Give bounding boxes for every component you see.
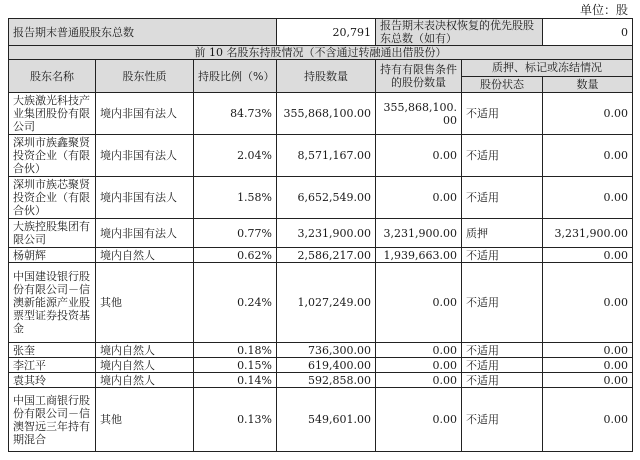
table-row [9,135,633,177]
cell-qty: 3,231,900.00 [543,219,633,248]
cell-nature: 境内自然人 [96,358,194,373]
cell-restricted: 3,231,900.00 [376,219,462,248]
cell-status: 不适用 [462,93,543,135]
section-title: 前 10 名股东持股情况（不含通过转融通出借股份） [9,46,633,60]
shareholder-table [8,18,633,452]
cell-shares: 619,400.00 [277,358,376,373]
table-row [9,93,633,135]
cell-shares: 1,027,249.00 [277,263,376,343]
cell-name: 李江平 [9,358,96,373]
cell-ratio: 0.13% [194,388,277,452]
cell-qty: 0.00 [543,135,633,177]
cell-nature: 境内自然人 [96,373,194,388]
cell-shares: 6,652,549.00 [277,177,376,219]
cell-nature: 境内非国有法人 [96,93,194,135]
cell-name: 深圳市族鑫聚贤投资企业（有限合伙） [9,135,96,177]
cell-ratio: 0.18% [194,343,277,358]
cell-restricted: 0.00 [376,388,462,452]
preferred-holders-value: 0 [543,19,633,46]
cell-nature: 境内非国有法人 [96,219,194,248]
cell-status: 不适用 [462,343,543,358]
cell-status: 不适用 [462,263,543,343]
cell-restricted: 0.00 [376,358,462,373]
cell-nature: 其他 [96,263,194,343]
cell-name: 大族控股集团有限公司 [9,219,96,248]
cell-name: 张奎 [9,343,96,358]
cell-name: 袁其玲 [9,373,96,388]
cell-status: 质押 [462,219,543,248]
header-ratio: 持股比例（%） [194,60,277,93]
cell-name: 深圳市族芯聚贤投资企业（有限合伙） [9,177,96,219]
cell-restricted: 0.00 [376,343,462,358]
cell-name: 中国建设银行股份有限公司－信澳新能源产业股票型证券投资基金 [9,263,96,343]
header-pledge-group: 质押、标记或冻结情况 [462,60,633,77]
cell-qty: 0.00 [543,373,633,388]
cell-status: 不适用 [462,358,543,373]
cell-status: 不适用 [462,373,543,388]
header-shares: 持股数量 [277,60,376,93]
cell-ratio: 2.04% [194,135,277,177]
section-title-row [9,46,633,60]
cell-restricted: 0.00 [376,263,462,343]
cell-shares: 592,858.00 [277,373,376,388]
header-pledge-status: 股份状态 [462,76,543,93]
cell-nature: 境内非国有法人 [96,177,194,219]
cell-restricted: 0.00 [376,177,462,219]
cell-shares: 549,601.00 [277,388,376,452]
cell-name: 中国工商银行股份有限公司－信澳智远三年持有期混合 [9,388,96,452]
cell-nature: 境内自然人 [96,248,194,263]
cell-nature: 境内自然人 [96,343,194,358]
table-row [9,248,633,263]
table-row [9,343,633,358]
cell-name: 杨朝辉 [9,248,96,263]
preferred-holders-label: 报告期末表决权恢复的优先股股东总数（如有） [376,19,543,46]
cell-shares: 736,300.00 [277,343,376,358]
cell-qty: 0.00 [543,248,633,263]
cell-qty: 0.00 [543,343,633,358]
cell-name: 大族激光科技产业集团股份有限公司 [9,93,96,135]
table-row [9,373,633,388]
header-name: 股东名称 [9,60,96,93]
cell-restricted: 0.00 [376,135,462,177]
table-row [9,263,633,343]
common-holders-label: 报告期末普通股股东总数 [9,19,277,46]
unit-label: 单位：股 [579,3,628,17]
cell-ratio: 0.14% [194,373,277,388]
common-holders-value: 20,791 [277,19,376,46]
cell-restricted: 0.00 [376,373,462,388]
cell-shares: 2,586,217.00 [277,248,376,263]
table-row [9,177,633,219]
cell-status: 不适用 [462,135,543,177]
cell-ratio: 0.62% [194,248,277,263]
cell-restricted: 1,939,663.00 [376,248,462,263]
cell-shares: 355,868,100.00 [277,93,376,135]
cell-status: 不适用 [462,177,543,219]
cell-ratio: 1.58% [194,177,277,219]
cell-qty: 0.00 [543,177,633,219]
table-row [9,388,633,452]
header-restricted: 持有有限售条件的股份数量 [376,60,462,93]
summary-row [9,19,633,46]
cell-status: 不适用 [462,248,543,263]
cell-qty: 0.00 [543,388,633,452]
header-nature: 股东性质 [96,60,194,93]
table-row [9,358,633,373]
cell-restricted: 355,868,100.00 [376,93,462,135]
cell-qty: 0.00 [543,93,633,135]
table-row [9,219,633,248]
cell-shares: 3,231,900.00 [277,219,376,248]
header-pledge-qty: 数量 [543,76,633,93]
cell-qty: 0.00 [543,263,633,343]
cell-ratio: 0.77% [194,219,277,248]
cell-qty: 0.00 [543,358,633,373]
cell-nature: 其他 [96,388,194,452]
cell-shares: 8,571,167.00 [277,135,376,177]
header-row-1 [9,60,633,77]
cell-ratio: 0.24% [194,263,277,343]
cell-nature: 境内非国有法人 [96,135,194,177]
cell-ratio: 84.73% [194,93,277,135]
cell-ratio: 0.15% [194,358,277,373]
cell-status: 不适用 [462,388,543,452]
